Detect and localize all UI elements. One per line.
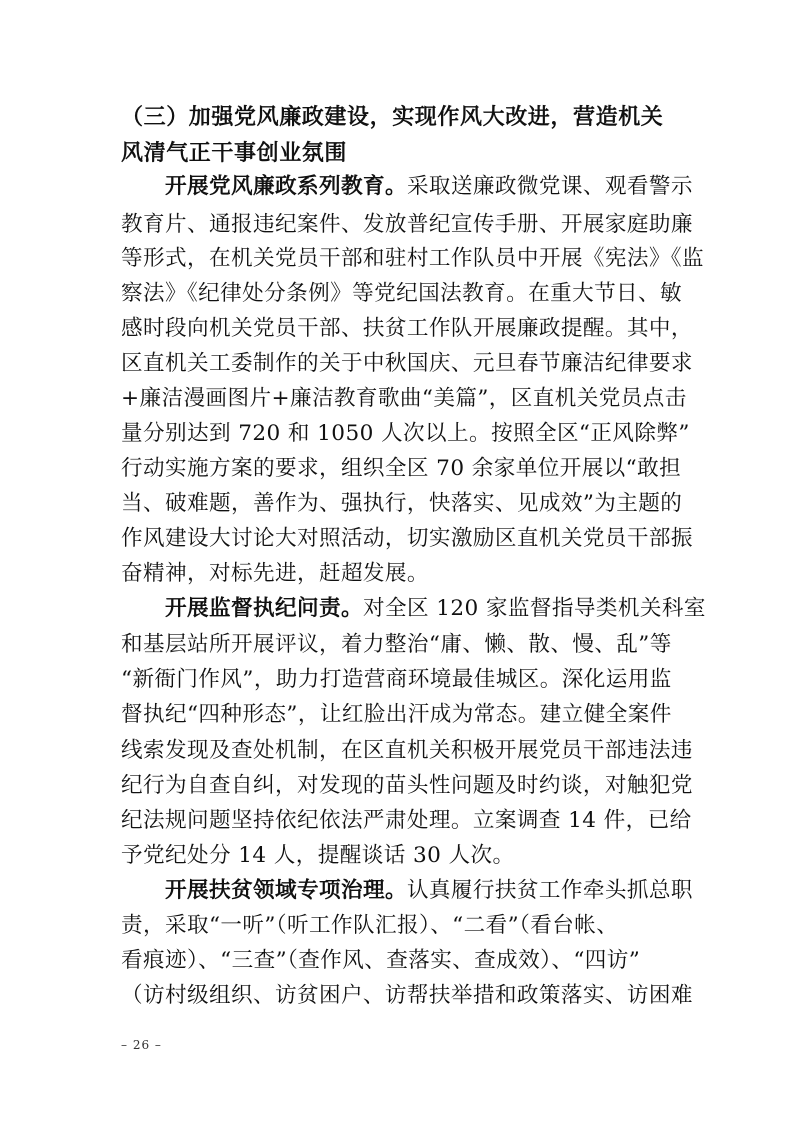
paragraph-1-line: 作风建设大讨论大对照活动，切实激励区直机关党员干部振: [121, 526, 693, 551]
paragraph-2-line: 纪行为自查自纠，对发现的苗头性问题及时约谈，对触犯党: [121, 773, 693, 798]
paragraph-1-line: 察法》《纪律处分条例》等党纪国法教育。在重大节日、敏: [121, 281, 683, 306]
paragraph-2-title: 开展监督执纪问责。: [165, 596, 363, 621]
section-heading-line-2: 风清气正干事创业氛围: [121, 140, 348, 166]
paragraph-3-line: （访村级组织、访贫困户、访帮扶举措和政策落实、访困难: [121, 983, 693, 1008]
paragraph-1-line: 奋精神，对标先进，赶超发展。: [121, 561, 429, 586]
paragraph-3-title: 开展扶贫领域专项治理。: [165, 878, 407, 903]
paragraph-3-line: 责，采取“一听”（听工作队汇报）、“二看”（看台帐、: [121, 913, 619, 938]
paragraph-2-line: 纪法规问题坚持依纪依法严肃处理。立案调查 14 件，已给: [121, 808, 692, 833]
section-heading-line-1: （三）加强党风廉政建设，实现作风大改进，营造机关: [121, 104, 664, 130]
paragraph-1-first-line-text: 采取送廉政微党课、观看警示: [406, 174, 693, 199]
paragraph-2-first-line: [165, 594, 706, 624]
paragraph-1-line: 量分别达到 720 和 1050 人次以上。按照全区“正风除弊”: [121, 421, 690, 446]
paragraph-3-first-line-text: 认真履行扶贫工作牵头抓总职: [406, 878, 693, 903]
paragraph-2-line: 督执纪“四种形态”，让红脸出汗成为常态。建立健全案件: [121, 702, 672, 727]
paragraph-1-first-line: [165, 172, 693, 202]
paragraph-2-line: 予党纪处分 14 人，提醒谈话 30 人次。: [121, 843, 515, 868]
paragraph-2-line: “新衙门作风”，助力打造营商环境最佳城区。深化运用监: [121, 667, 672, 692]
paragraph-3-line: 看痕迹）、“三查”（查作风、查落实、查成效）、“四访”: [121, 948, 641, 973]
paragraph-1-line: 感时段向机关党员干部、扶贫工作队开展廉政提醒。其中，: [121, 316, 693, 341]
paragraph-1-line: 等形式，在机关党员干部和驻村工作队员中开展《宪法》《监: [121, 246, 705, 271]
paragraph-1-line: 区直机关工委制作的关于中秋国庆、元旦春节廉洁纪律要求: [121, 351, 693, 376]
paragraph-2-first-line-text: 对全区 120 家监督指导类机关科室: [362, 596, 706, 621]
paragraph-1-title: 开展党风廉政系列教育。: [165, 174, 407, 199]
paragraph-1-line: 教育片、通报违纪案件、发放普纪宣传手册、开展家庭助廉: [121, 212, 693, 237]
page-number: – 26 –: [121, 1038, 162, 1052]
paragraph-1-line: 当、破难题，善作为、强执行，快落实、见成效”为主题的: [121, 491, 683, 516]
paragraph-3-first-line: [165, 876, 693, 906]
paragraph-2-line: 和基层站所开展评议，着力整治“庸、懒、散、慢、乱”等: [121, 632, 672, 657]
paragraph-1-line: 行动实施方案的要求，组织全区 70 余家单位开展以“敢担: [121, 456, 682, 481]
paragraph-1-line: +廉洁漫画图片+廉洁教育歌曲“美篇”，区直机关党员点击: [121, 386, 687, 411]
paragraph-2-line: 线索发现及查处机制，在区直机关积极开展党员干部违法违: [121, 738, 693, 763]
